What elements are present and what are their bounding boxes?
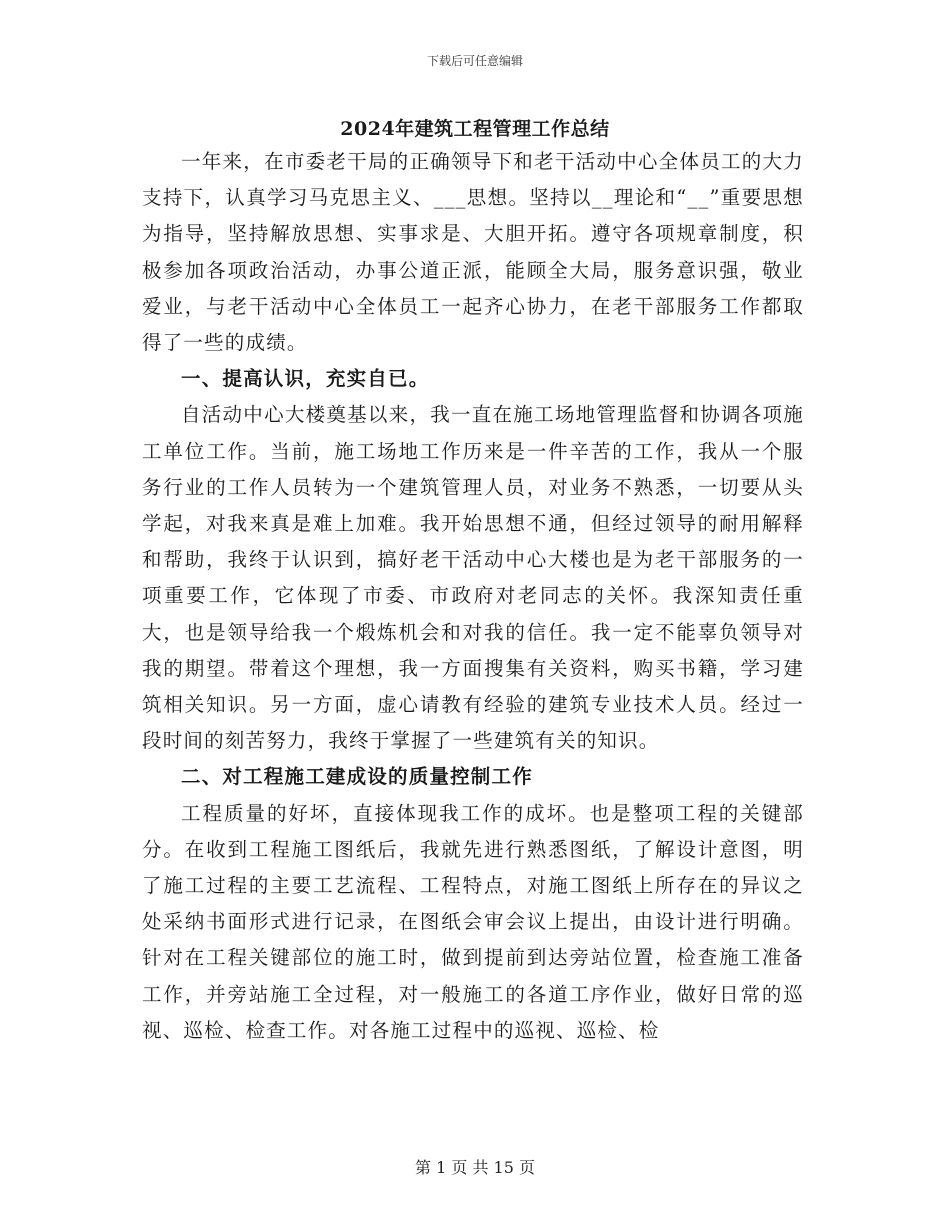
section-1-paragraph: 自活动中心大楼奠基以来，我一直在施工场地管理监督和协调各项施工单位工作。当前，施工场地工作历来是一件辛苦的工作，我从一个服务行业的工作人员转为一个建筑管理人员，对业务不熟悉，一切要从头学起，对我来真是难上加难。我开始思想不通，但经过领导的耐用解释和帮助，我终于认识到，搞好老干活动中心大楼也是为老干部服务的一项重要工作，它体现了市委、市政府对老同志的关怀。我深知责任重大，也是领导给我一个煅炼机会和对我的信任。我一定不能辜负领导对我的期望。带着这个理想，我一方面搜集有关资料，购买书籍，学习建筑相关知识。另一方面，虚心请教有经验的建筑专业技术人员。经过一段时间的刻苦努力，我终于掌握了一些建筑有关的知识。	[142, 403, 804, 753]
section-2-paragraph: 工程质量的好坏，直接体现我工作的成坏。也是整项工程的关键部分。在收到工程施工图纸后，我就先进行熟悉图纸，了解设计意图，明了施工过程的主要工艺流程、工程特点，对施工图纸上所存在的异议之处采纳书面形式进行记录，在图纸会审会议上提出，由设计进行明确。针对在工程关键部位的施工时，做到提前到达旁站位置，检查施工准备工作，并旁站施工全过程，对一般施工的各道工序作业，做好日常的巡视、巡检、检查工作。对各施工过程中的巡视、巡检、检	[142, 801, 804, 1042]
page-header-note: 下载后可任意编辑	[426, 54, 523, 68]
intro-paragraph: 一年来，在市委老干局的正确领导下和老干活动中心全体员工的大力支持下，认真学习马克思主义、___思想。坚持以__理论和“__”重要思想为指导，坚持解放思想、实事求是、大胆开拓。遵守各项规章制度，积极参加各项政治活动，办事公道正派，能顾全大局，服务意识强，敬业爱业，与老干活动中心全体员工一起齐心协力，在老干部服务工作都取得了一些的成绩。	[142, 150, 804, 355]
page-number-footer: 第 1 页 共 15 页	[415, 1158, 535, 1177]
section-2-heading: 二、对工程施工建成设的质量控制工作	[181, 765, 533, 789]
document-title: 2024年建筑工程管理工作总结	[340, 118, 610, 140]
section-1-heading: 一、提高认识，充实自已。	[181, 367, 430, 391]
document-body	[142, 144, 804, 1049]
